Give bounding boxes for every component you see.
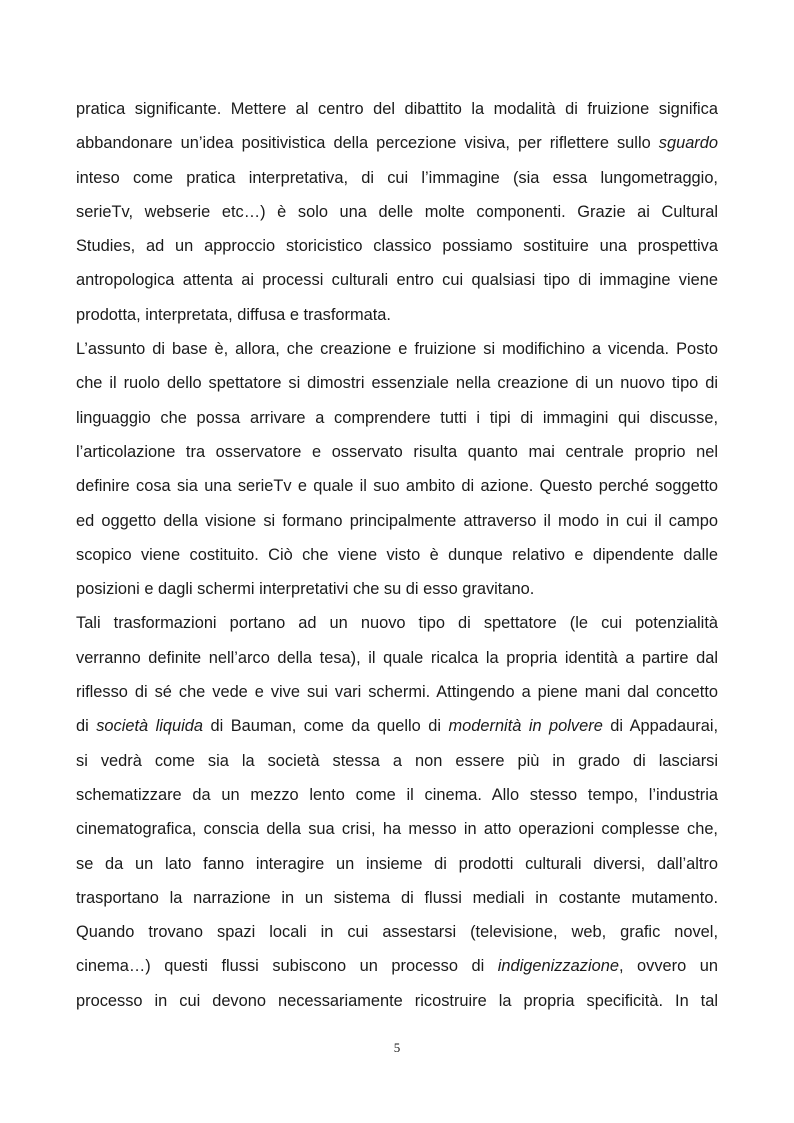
text-line xyxy=(76,812,718,846)
text-run: prodotta, interpretata, diffusa e trasformata. xyxy=(76,305,391,324)
text-line xyxy=(76,709,718,743)
document-body xyxy=(76,92,718,1018)
text-run: definire cosa sia una serieTv e quale il suo ambito di azione. Questo perché soggetto xyxy=(76,477,718,496)
text-run: pratica significante. Mettere al centro del dibattito la modalità di fruizione significa xyxy=(76,100,718,118)
text-line xyxy=(76,847,718,881)
text-line xyxy=(76,949,718,983)
text-line xyxy=(76,195,718,229)
text-line xyxy=(76,366,718,400)
text-run: di Bauman, come da quello di xyxy=(203,717,449,736)
text-run: schematizzare da un mezzo lento come il cinema. Allo stesso tempo, l’industria xyxy=(76,785,718,804)
text-run: si vedrà come sia la società stessa a non essere più in grado di lasciarsi xyxy=(76,751,718,770)
text-line xyxy=(76,298,718,332)
text-run: L’assunto di base è, allora, che creazione e fruizione si modifichino a vicenda. Posto xyxy=(76,340,718,359)
italic-term: indigenizzazione xyxy=(497,957,619,976)
page-number: 5 xyxy=(393,1040,401,1055)
text-line xyxy=(76,778,718,812)
text-line xyxy=(76,435,718,469)
italic-term: società liquida xyxy=(96,717,204,736)
text-line xyxy=(76,881,718,915)
text-run: se da un lato fanno interagire un insieme di prodotti culturali diversi, dall’altro xyxy=(76,854,718,873)
text-line xyxy=(76,641,718,675)
text-run: posizioni e dagli schermi interpretativi che su di esso gravitano. xyxy=(76,580,535,599)
text-line xyxy=(76,469,718,503)
text-run: serieTv, webserie etc…) è solo una delle molte componenti. Grazie ai Cultural xyxy=(76,202,718,221)
text-run: ed oggetto della visione si formano principalmente attraverso il modo in cui il campo xyxy=(76,511,718,530)
text-run: Quando trovano spazi locali in cui assestarsi (televisione, web, grafic novel, xyxy=(76,923,718,942)
italic-term: sguardo xyxy=(658,134,718,153)
italic-term: modernità in polvere xyxy=(448,717,603,736)
text-run: trasportano la narrazione in un sistema di flussi mediali in costante mutamento. xyxy=(76,888,718,907)
text-line xyxy=(76,401,718,435)
text-line xyxy=(76,92,718,126)
text-line xyxy=(76,332,718,366)
text-run: inteso come pratica interpretativa, di cui l’immagine (sia essa lungometraggio, xyxy=(76,168,718,187)
text-line xyxy=(76,675,718,709)
text-run: di xyxy=(76,717,97,736)
text-run: , ovvero un xyxy=(618,957,719,976)
text-line xyxy=(76,572,718,606)
text-line xyxy=(76,915,718,949)
text-line xyxy=(76,263,718,297)
text-run: che il ruolo dello spettatore si dimostri essenziale nella creazione di un nuovo tipo di xyxy=(76,374,718,393)
text-line xyxy=(76,744,718,778)
text-run: l’articolazione tra osservatore e osservato risulta quanto mai centrale proprio nel xyxy=(76,442,718,461)
text-run: verranno definite nell’arco della tesa), il quale ricalca la propria identità a partire dal xyxy=(76,648,718,667)
text-run: scopico viene costituito. Ciò che viene visto è dunque relativo e dipendente dalle xyxy=(76,545,718,564)
text-line xyxy=(76,126,718,160)
text-run: riflesso di sé che vede e vive sui vari schermi. Attingendo a piene mani dal concetto xyxy=(76,683,718,702)
text-line xyxy=(76,606,718,640)
text-run: processo in cui devono necessariamente ricostruire la propria specificità. In tal xyxy=(76,991,718,1010)
text-run: abbandonare un’idea positivistica della percezione visiva, per riflettere sullo xyxy=(76,134,659,153)
text-run: cinema…) questi flussi subiscono un processo di xyxy=(76,957,498,976)
text-line xyxy=(76,161,718,195)
text-run: Tali trasformazioni portano ad un nuovo tipo di spettatore (le cui potenzialità xyxy=(76,614,718,633)
text-line xyxy=(76,229,718,263)
text-line xyxy=(76,538,718,572)
text-run: cinematografica, conscia della sua crisi, ha messo in atto operazioni complesse che, xyxy=(76,820,718,839)
text-run: Studies, ad un approccio storicistico classico possiamo sostituire una prospettiva xyxy=(76,237,718,256)
text-line xyxy=(76,984,718,1018)
text-run: di Appadaurai, xyxy=(602,717,719,736)
text-line xyxy=(76,504,718,538)
text-run: linguaggio che possa arrivare a comprendere tutti i tipi di immagini qui discusse, xyxy=(76,408,718,427)
text-run: antropologica attenta ai processi culturali entro cui qualsiasi tipo di immagine viene xyxy=(76,271,718,290)
